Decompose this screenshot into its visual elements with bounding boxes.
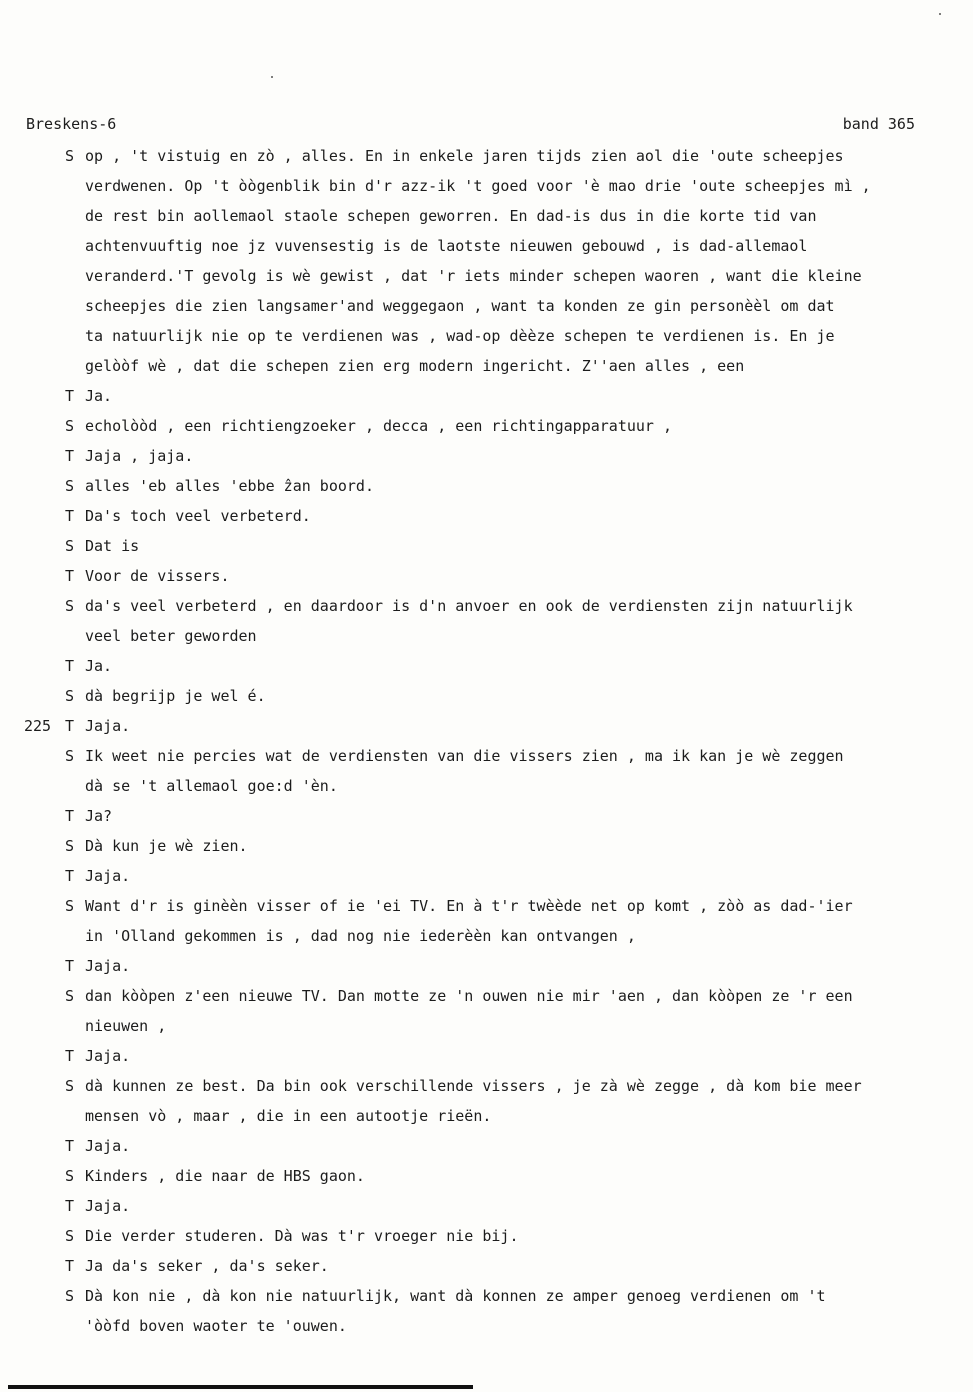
speaker-label: S [65, 987, 75, 1005]
utterance-line: Da's toch veel verbeterd. [85, 507, 311, 525]
document-title: Breskens-6 [26, 115, 117, 133]
utterance-text [85, 561, 959, 591]
transcript-entry [24, 411, 959, 441]
utterance-line: in 'Olland gekommen is , dad nog nie iederèèn kan ontvangen , [85, 927, 636, 945]
utterance-text [85, 651, 959, 681]
utterance-line: Jaja. [85, 1197, 131, 1215]
utterance-line: Ja. [85, 387, 113, 405]
utterance-text [85, 1191, 959, 1221]
utterance-line: Ja da's seker , da's seker. [85, 1257, 329, 1275]
utterance-text [85, 591, 959, 651]
utterance-line: scheepjes die zien langsamer'and weggegaon , want ta konden ze gin personèèl om dat [85, 297, 835, 315]
utterance-line: Die verder studeren. Dà was t'r vroeger nie bij. [85, 1227, 519, 1245]
speaker-label: S [65, 597, 75, 615]
utterance-line: alles 'eb alles 'ebbe ẑan boord. [85, 477, 374, 495]
utterance-text [85, 441, 959, 471]
utterance-line: 'òòfd boven waoter te 'ouwen. [85, 1317, 347, 1335]
speaker-label: T [65, 1137, 75, 1155]
transcript-entry [24, 891, 959, 951]
transcript-entry [24, 1131, 959, 1161]
utterance-line: Jaja. [85, 1137, 131, 1155]
utterance-line: Dat is [85, 537, 140, 555]
speaker-label: S [65, 1287, 75, 1305]
transcript-entry [24, 471, 959, 501]
utterance-text [85, 951, 959, 981]
speaker-label: T [65, 807, 75, 825]
speaker-label: T [65, 657, 75, 675]
utterance-text [85, 1251, 959, 1281]
speaker-label: T [65, 1047, 75, 1065]
transcript-entry [24, 531, 959, 561]
speaker-label: T [65, 717, 75, 735]
utterance-line: dà se 't allemaol goe:d 'èn. [85, 777, 338, 795]
utterance-text [85, 1221, 959, 1251]
speaker-label: S [65, 1077, 75, 1095]
utterance-line: echolòòd , een richtiengzoeker , decca , een richtingapparatuur , [85, 417, 672, 435]
utterance-text [85, 891, 959, 951]
utterance-line: dan kòòpen z'een nieuwe TV. Dan motte ze 'n ouwen nie mir 'aen , dan kòòpen ze 'r een [85, 987, 853, 1005]
transcript-entry [24, 441, 959, 471]
speaker-label: T [65, 447, 75, 465]
transcript-entry [24, 1251, 959, 1281]
speaker-label: S [65, 147, 75, 165]
speaker-label: S [65, 747, 75, 765]
transcript-entry [24, 681, 959, 711]
utterance-text [85, 1131, 959, 1161]
utterance-text [85, 831, 959, 861]
transcript-entry [24, 831, 959, 861]
speaker-label: T [65, 1197, 75, 1215]
utterance-text [85, 741, 959, 801]
utterance-line: Want d'r is ginèèn visser of ie 'ei TV. En à t'r twèède net op komt , zòò as dad-'ier [85, 897, 853, 915]
utterance-text [85, 1161, 959, 1191]
transcript-entry [24, 651, 959, 681]
transcript-entry [24, 711, 959, 741]
utterance-line: da's veel verbeterd , en daardoor is d'n anvoer en ook de verdiensten zijn natuurlijk [85, 597, 853, 615]
utterance-line: verdwenen. Op 't òògenblik bin d'r azz-ik 't goed voor 'è mao drie 'oute scheepjes mì , [85, 177, 871, 195]
transcript-entry [24, 501, 959, 531]
utterance-line: ta natuurlijk nie op te verdienen was , wad-op dèèze schepen te verdienen is. En je [85, 327, 835, 345]
utterance-text [85, 501, 959, 531]
utterance-text [85, 1041, 959, 1071]
utterance-line: Voor de vissers. [85, 567, 230, 585]
speaker-label: T [65, 387, 75, 405]
transcript-entry [24, 1161, 959, 1191]
utterance-line: Ja? [85, 807, 113, 825]
speck-mark [939, 13, 941, 15]
utterance-line: de rest bin aollemaol staole schepen geworren. En dad-is dus in die korte tid van [85, 207, 817, 225]
utterance-line: mensen vò , maar , die in een autootje rieën. [85, 1107, 492, 1125]
speaker-label: S [65, 837, 75, 855]
transcript-entry [24, 741, 959, 801]
page-header [26, 112, 915, 136]
transcript-entry [24, 381, 959, 411]
utterance-line: Ja. [85, 657, 113, 675]
transcript-entry [24, 801, 959, 831]
speaker-label: S [65, 537, 75, 555]
speaker-label: S [65, 417, 75, 435]
bottom-rule [8, 1385, 473, 1389]
utterance-text [85, 981, 959, 1041]
transcript-entry [24, 861, 959, 891]
transcript-entry [24, 1191, 959, 1221]
speaker-label: S [65, 477, 75, 495]
transcript-entry [24, 561, 959, 591]
transcript-entry [24, 141, 959, 381]
utterance-text [85, 531, 959, 561]
band-number: band 365 [842, 115, 915, 133]
speaker-label: T [65, 867, 75, 885]
utterance-line: dà kunnen ze best. Da bin ook verschillende vissers , je zà wè zegge , dà kom bie meer [85, 1077, 862, 1095]
utterance-line: Jaja. [85, 717, 131, 735]
transcript-entry [24, 1071, 959, 1131]
transcript-entry [24, 951, 959, 981]
transcript-entry [24, 1041, 959, 1071]
speck-mark [271, 76, 273, 78]
transcript-entry [24, 1221, 959, 1251]
utterance-line: dà begrijp je wel é. [85, 687, 266, 705]
utterance-line: Jaja , jaja. [85, 447, 194, 465]
speaker-label: T [65, 507, 75, 525]
utterance-text [85, 381, 959, 411]
utterance-text [85, 141, 959, 381]
utterance-text [85, 411, 959, 441]
utterance-text [85, 471, 959, 501]
utterance-line: op , 't vistuig en zò , alles. En in enkele jaren tijds zien aol die 'oute scheepjes [85, 147, 844, 165]
speaker-label: S [65, 1227, 75, 1245]
utterance-line: veel beter geworden [85, 627, 257, 645]
utterance-line: Jaja. [85, 1047, 131, 1065]
speaker-label: S [65, 687, 75, 705]
utterance-line: Ik weet nie percies wat de verdiensten van die vissers zien , ma ik kan je wè zeggen [85, 747, 844, 765]
utterance-line: achtenvuuftig noe jz vuvensestig is de laotste nieuwen gebouwd , is dad-allemaol [85, 237, 808, 255]
speaker-label: S [65, 897, 75, 915]
speaker-label: T [65, 1257, 75, 1275]
utterance-line: gelòòf wè , dat die schepen zien erg modern ingericht. Z''aen alles , een [85, 357, 745, 375]
utterance-line: Jaja. [85, 867, 131, 885]
utterance-line: Kinders , die naar de HBS gaon. [85, 1167, 365, 1185]
utterance-text [85, 1281, 959, 1341]
utterance-text [85, 861, 959, 891]
utterance-text [85, 801, 959, 831]
transcript-entry [24, 981, 959, 1041]
utterance-line: nieuwen , [85, 1017, 167, 1035]
transcript-entry [24, 1281, 959, 1341]
speaker-label: T [65, 957, 75, 975]
utterance-text [85, 1071, 959, 1131]
speaker-label: T [65, 567, 75, 585]
utterance-line: veranderd.'T gevolg is wè gewist , dat 'r iets minder schepen waoren , want die kleine [85, 267, 862, 285]
line-number: 225 [24, 717, 52, 735]
utterance-text [85, 681, 959, 711]
transcript-entry [24, 591, 959, 651]
utterance-line: Dà kun je wè zien. [85, 837, 248, 855]
utterance-line: Jaja. [85, 957, 131, 975]
utterance-text [85, 711, 959, 741]
transcript-body [24, 141, 959, 1341]
speaker-label: S [65, 1167, 75, 1185]
utterance-line: Dà kon nie , dà kon nie natuurlijk, want dà konnen ze amper genoeg verdienen om 't [85, 1287, 826, 1305]
